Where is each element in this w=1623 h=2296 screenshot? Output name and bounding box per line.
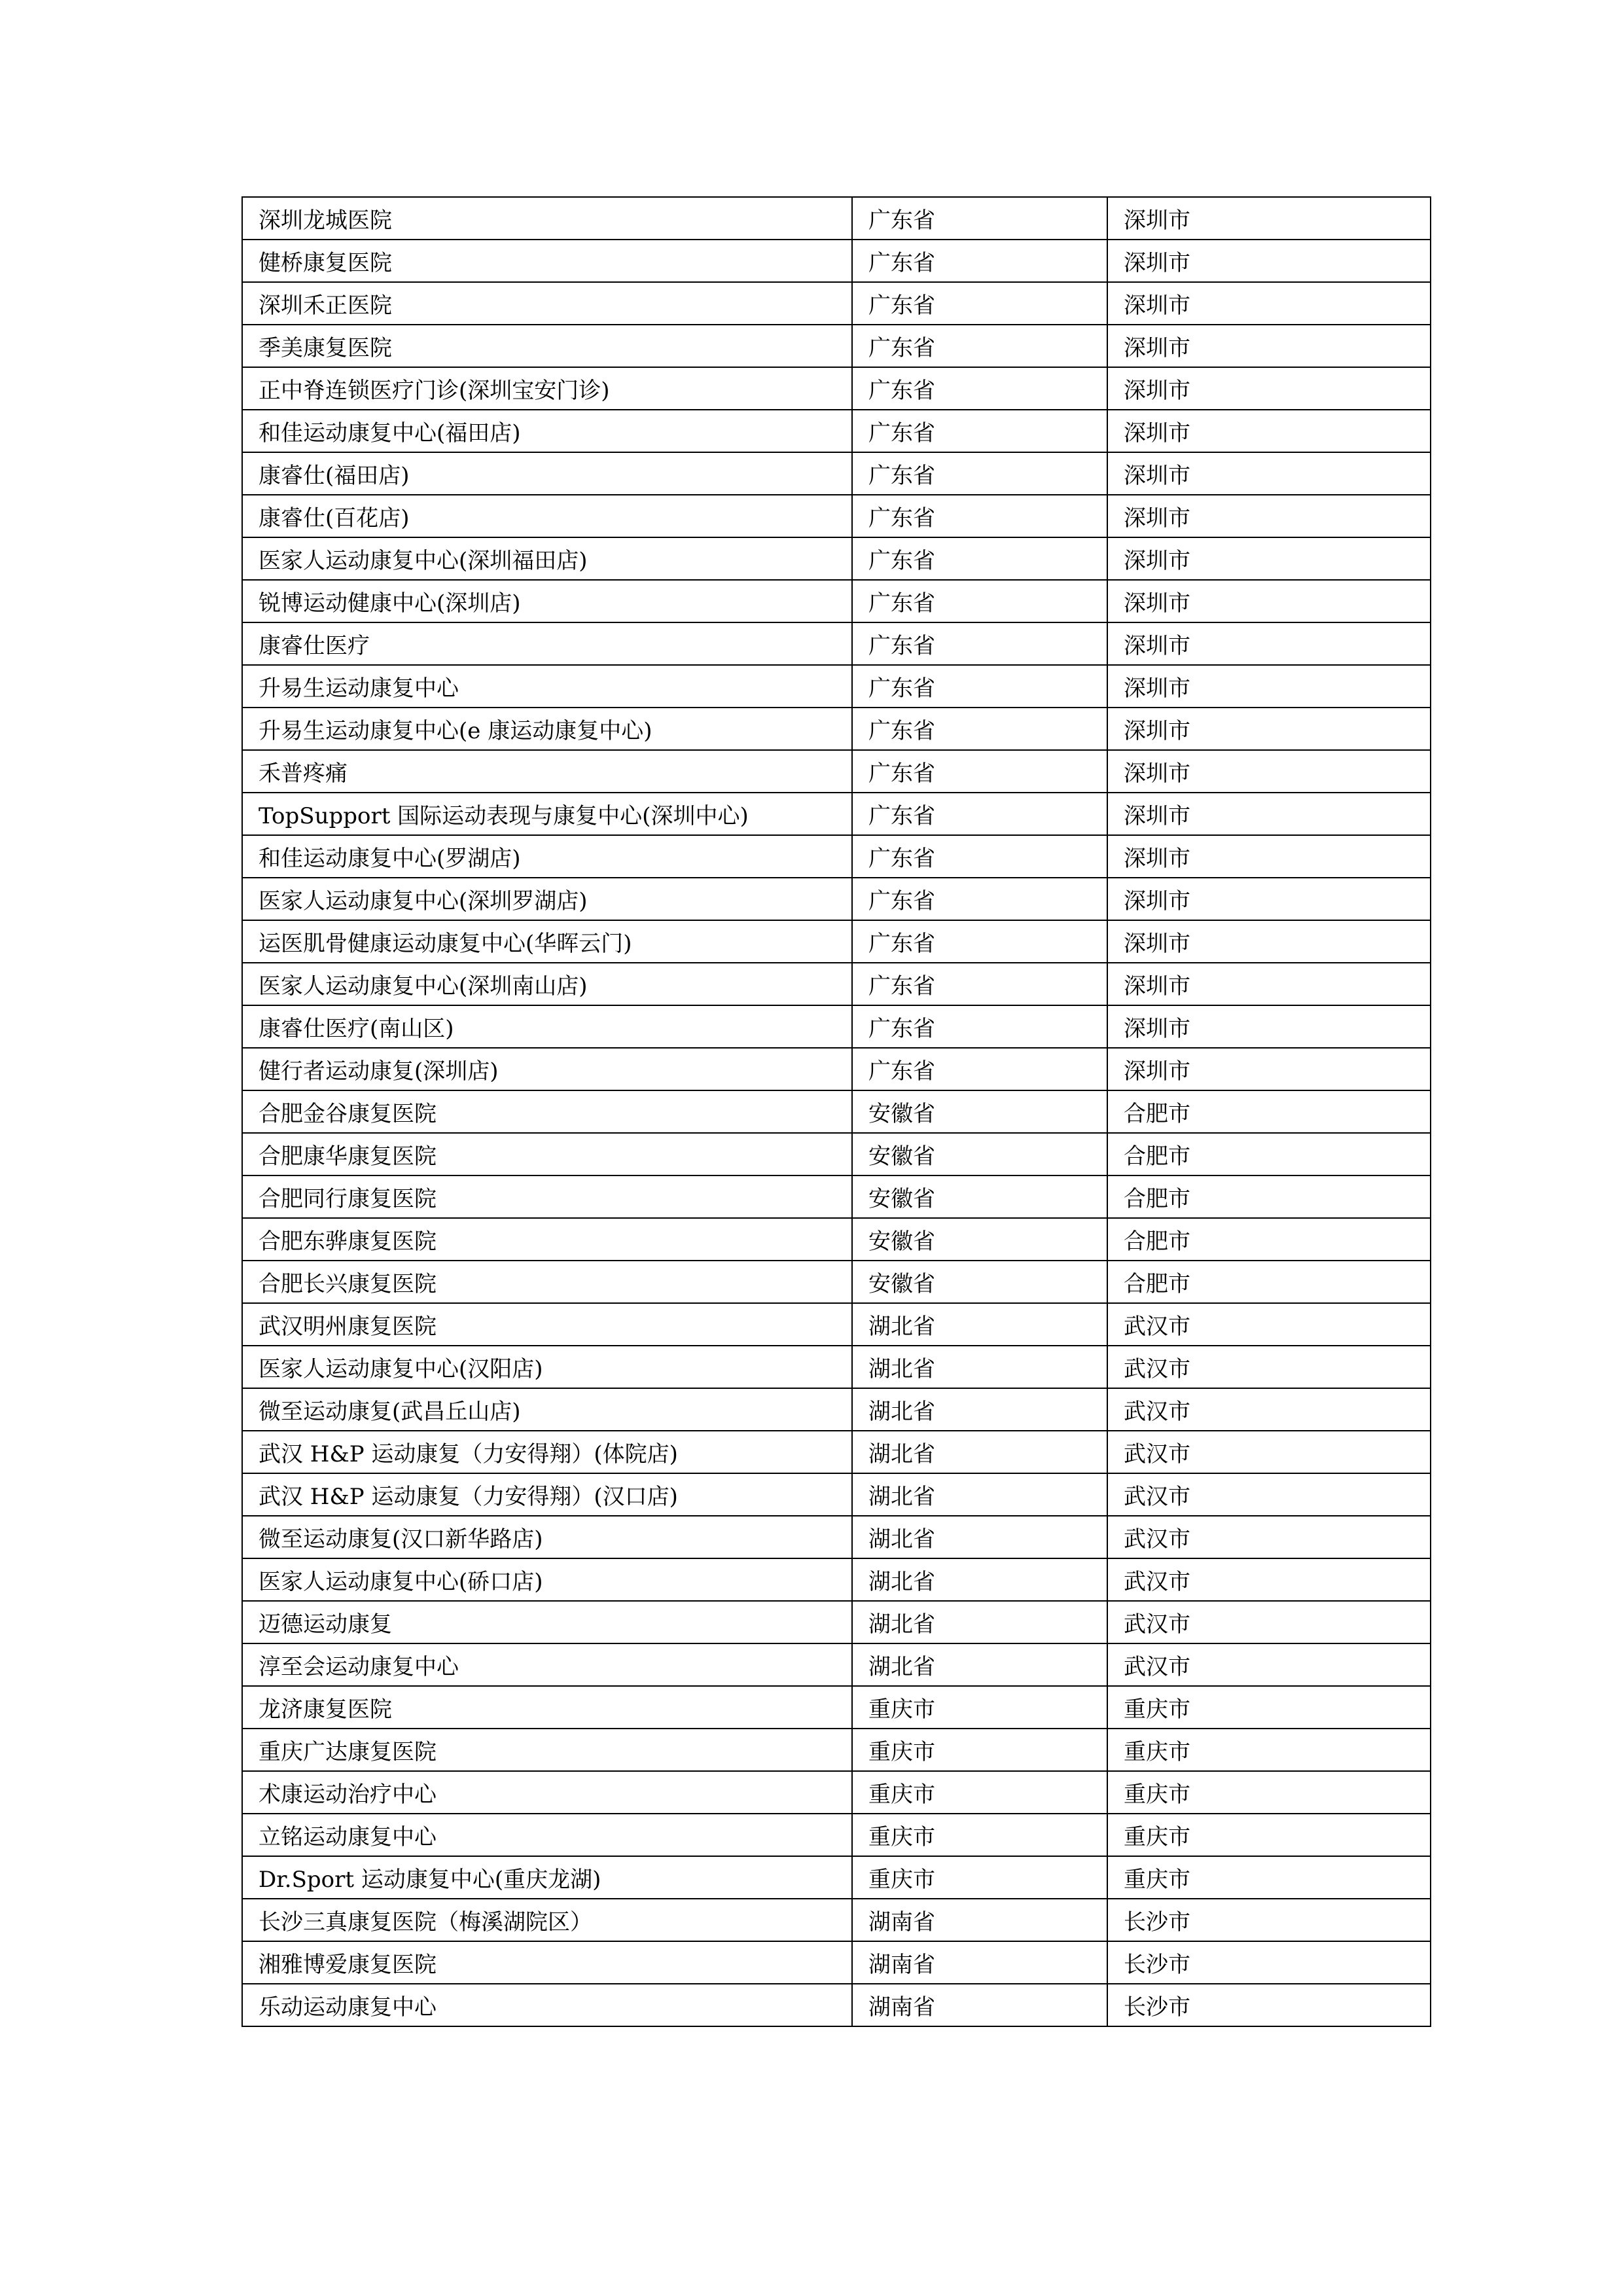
province-cell: 广东省 <box>852 793 1107 835</box>
city-cell: 深圳市 <box>1107 240 1431 282</box>
city-cell: 深圳市 <box>1107 410 1431 452</box>
province-cell: 湖南省 <box>852 1899 1107 1941</box>
institution-table <box>241 196 1431 2027</box>
table-row <box>242 878 1431 920</box>
province-cell: 安徽省 <box>852 1175 1107 1218</box>
province-cell: 湖北省 <box>852 1516 1107 1558</box>
table-row <box>242 1558 1431 1601</box>
institution-name-cell: 深圳禾正医院 <box>242 282 852 325</box>
table-row <box>242 750 1431 793</box>
institution-name-cell: 正中脊连锁医疗门诊(深圳宝安门诊) <box>242 367 852 410</box>
table-row <box>242 920 1431 963</box>
city-cell: 深圳市 <box>1107 537 1431 580</box>
city-cell: 长沙市 <box>1107 1899 1431 1941</box>
table-row <box>242 1473 1431 1516</box>
province-cell: 重庆市 <box>852 1814 1107 1856</box>
province-cell: 重庆市 <box>852 1771 1107 1814</box>
institution-name-cell: TopSupport 国际运动表现与康复中心(深圳中心) <box>242 793 852 835</box>
institution-name-cell: 和佳运动康复中心(罗湖店) <box>242 835 852 878</box>
city-cell: 武汉市 <box>1107 1388 1431 1431</box>
institution-name-cell: 术康运动治疗中心 <box>242 1771 852 1814</box>
city-cell: 深圳市 <box>1107 1005 1431 1048</box>
table-row <box>242 410 1431 452</box>
table-row <box>242 1601 1431 1643</box>
institution-name-cell: 长沙三真康复医院（梅溪湖院区） <box>242 1899 852 1941</box>
institution-name-cell: 武汉明州康复医院 <box>242 1303 852 1346</box>
city-cell: 深圳市 <box>1107 622 1431 665</box>
city-cell: 合肥市 <box>1107 1175 1431 1218</box>
table-row <box>242 622 1431 665</box>
institution-name-cell: 湘雅博爱康复医院 <box>242 1941 852 1984</box>
table-row <box>242 282 1431 325</box>
institution-name-cell: 武汉 H&P 运动康复（力安得翔）(体院店) <box>242 1431 852 1473</box>
province-cell: 湖北省 <box>852 1473 1107 1516</box>
institution-name-cell: 立铭运动康复中心 <box>242 1814 852 1856</box>
institution-name-cell: 健桥康复医院 <box>242 240 852 282</box>
province-cell: 广东省 <box>852 240 1107 282</box>
province-cell: 重庆市 <box>852 1686 1107 1729</box>
institution-name-cell: 锐博运动健康中心(深圳店) <box>242 580 852 622</box>
city-cell: 重庆市 <box>1107 1729 1431 1771</box>
city-cell: 深圳市 <box>1107 282 1431 325</box>
institution-name-cell: 健行者运动康复(深圳店) <box>242 1048 852 1090</box>
table-row <box>242 1899 1431 1941</box>
table-row <box>242 1686 1431 1729</box>
province-cell: 安徽省 <box>852 1261 1107 1303</box>
province-cell: 广东省 <box>852 963 1107 1005</box>
province-cell: 广东省 <box>852 1048 1107 1090</box>
institution-name-cell: 康睿仕医疗 <box>242 622 852 665</box>
province-cell: 湖北省 <box>852 1558 1107 1601</box>
province-cell: 安徽省 <box>852 1218 1107 1261</box>
table-row <box>242 793 1431 835</box>
institution-name-cell: 禾普疼痛 <box>242 750 852 793</box>
province-cell: 重庆市 <box>852 1729 1107 1771</box>
province-cell: 广东省 <box>852 325 1107 367</box>
city-cell: 深圳市 <box>1107 878 1431 920</box>
province-cell: 广东省 <box>852 537 1107 580</box>
table-row <box>242 1516 1431 1558</box>
table-row <box>242 240 1431 282</box>
institution-name-cell: 迈德运动康复 <box>242 1601 852 1643</box>
institution-name-cell: 合肥金谷康复医院 <box>242 1090 852 1133</box>
province-cell: 安徽省 <box>852 1133 1107 1175</box>
city-cell: 合肥市 <box>1107 1261 1431 1303</box>
province-cell: 湖北省 <box>852 1346 1107 1388</box>
table-row <box>242 1175 1431 1218</box>
city-cell: 合肥市 <box>1107 1090 1431 1133</box>
city-cell: 深圳市 <box>1107 580 1431 622</box>
table-row <box>242 1261 1431 1303</box>
table-row <box>242 197 1431 240</box>
province-cell: 湖南省 <box>852 1941 1107 1984</box>
institution-name-cell: 和佳运动康复中心(福田店) <box>242 410 852 452</box>
table-row <box>242 1856 1431 1899</box>
table-row <box>242 1303 1431 1346</box>
institution-name-cell: 微至运动康复(汉口新华路店) <box>242 1516 852 1558</box>
institution-name-cell: 合肥康华康复医院 <box>242 1133 852 1175</box>
province-cell: 广东省 <box>852 1005 1107 1048</box>
institution-name-cell: 康睿仕(百花店) <box>242 495 852 537</box>
province-cell: 广东省 <box>852 580 1107 622</box>
city-cell: 重庆市 <box>1107 1771 1431 1814</box>
table-row <box>242 1729 1431 1771</box>
province-cell: 湖北省 <box>852 1388 1107 1431</box>
institution-name-cell: 医家人运动康复中心(硚口店) <box>242 1558 852 1601</box>
city-cell: 深圳市 <box>1107 495 1431 537</box>
table-row <box>242 1643 1431 1686</box>
table-row <box>242 537 1431 580</box>
city-cell: 重庆市 <box>1107 1814 1431 1856</box>
table-row <box>242 495 1431 537</box>
institution-name-cell: 乐动运动康复中心 <box>242 1984 852 2026</box>
table-row <box>242 1771 1431 1814</box>
institution-name-cell: 微至运动康复(武昌丘山店) <box>242 1388 852 1431</box>
province-cell: 湖南省 <box>852 1984 1107 2026</box>
province-cell: 广东省 <box>852 835 1107 878</box>
institution-name-cell: 康睿仕(福田店) <box>242 452 852 495</box>
table-row <box>242 1133 1431 1175</box>
table-row <box>242 325 1431 367</box>
table-row <box>242 367 1431 410</box>
institution-name-cell: 龙济康复医院 <box>242 1686 852 1729</box>
institution-name-cell: 医家人运动康复中心(深圳南山店) <box>242 963 852 1005</box>
city-cell: 深圳市 <box>1107 963 1431 1005</box>
province-cell: 安徽省 <box>852 1090 1107 1133</box>
institution-name-cell: 淳至会运动康复中心 <box>242 1643 852 1686</box>
city-cell: 深圳市 <box>1107 835 1431 878</box>
table-row <box>242 1346 1431 1388</box>
city-cell: 深圳市 <box>1107 325 1431 367</box>
table-row <box>242 708 1431 750</box>
city-cell: 长沙市 <box>1107 1984 1431 2026</box>
province-cell: 广东省 <box>852 920 1107 963</box>
city-cell: 重庆市 <box>1107 1686 1431 1729</box>
city-cell: 重庆市 <box>1107 1856 1431 1899</box>
city-cell: 深圳市 <box>1107 793 1431 835</box>
institution-name-cell: 康睿仕医疗(南山区) <box>242 1005 852 1048</box>
province-cell: 广东省 <box>852 495 1107 537</box>
table-row <box>242 1431 1431 1473</box>
table-row <box>242 1814 1431 1856</box>
city-cell: 深圳市 <box>1107 750 1431 793</box>
table-row <box>242 1941 1431 1984</box>
city-cell: 武汉市 <box>1107 1643 1431 1686</box>
table-row <box>242 835 1431 878</box>
province-cell: 湖北省 <box>852 1643 1107 1686</box>
city-cell: 武汉市 <box>1107 1346 1431 1388</box>
institution-name-cell: 运医肌骨健康运动康复中心(华晖云门) <box>242 920 852 963</box>
institution-name-cell: 升易生运动康复中心(e 康运动康复中心) <box>242 708 852 750</box>
city-cell: 武汉市 <box>1107 1558 1431 1601</box>
city-cell: 深圳市 <box>1107 665 1431 708</box>
institution-name-cell: 升易生运动康复中心 <box>242 665 852 708</box>
province-cell: 广东省 <box>852 197 1107 240</box>
province-cell: 广东省 <box>852 750 1107 793</box>
table-row <box>242 665 1431 708</box>
institution-name-cell: 季美康复医院 <box>242 325 852 367</box>
city-cell: 武汉市 <box>1107 1303 1431 1346</box>
institution-name-cell: Dr.Sport 运动康复中心(重庆龙湖) <box>242 1856 852 1899</box>
province-cell: 广东省 <box>852 367 1107 410</box>
institution-name-cell: 医家人运动康复中心(汉阳店) <box>242 1346 852 1388</box>
table-row <box>242 1090 1431 1133</box>
table-row <box>242 1048 1431 1090</box>
table-row <box>242 1005 1431 1048</box>
city-cell: 长沙市 <box>1107 1941 1431 1984</box>
province-cell: 广东省 <box>852 708 1107 750</box>
city-cell: 武汉市 <box>1107 1431 1431 1473</box>
table-row <box>242 963 1431 1005</box>
province-cell: 广东省 <box>852 878 1107 920</box>
table-row <box>242 580 1431 622</box>
institution-name-cell: 医家人运动康复中心(深圳福田店) <box>242 537 852 580</box>
province-cell: 湖北省 <box>852 1601 1107 1643</box>
city-cell: 合肥市 <box>1107 1218 1431 1261</box>
city-cell: 合肥市 <box>1107 1133 1431 1175</box>
table-row <box>242 1218 1431 1261</box>
city-cell: 深圳市 <box>1107 708 1431 750</box>
city-cell: 深圳市 <box>1107 367 1431 410</box>
province-cell: 湖北省 <box>852 1431 1107 1473</box>
province-cell: 湖北省 <box>852 1303 1107 1346</box>
province-cell: 重庆市 <box>852 1856 1107 1899</box>
table-row <box>242 1984 1431 2026</box>
institution-name-cell: 合肥东骅康复医院 <box>242 1218 852 1261</box>
institution-name-cell: 武汉 H&P 运动康复（力安得翔）(汉口店) <box>242 1473 852 1516</box>
province-cell: 广东省 <box>852 622 1107 665</box>
city-cell: 武汉市 <box>1107 1516 1431 1558</box>
province-cell: 广东省 <box>852 665 1107 708</box>
table-body <box>242 197 1431 2026</box>
city-cell: 深圳市 <box>1107 920 1431 963</box>
province-cell: 广东省 <box>852 410 1107 452</box>
institution-name-cell: 深圳龙城医院 <box>242 197 852 240</box>
institution-name-cell: 合肥长兴康复医院 <box>242 1261 852 1303</box>
table-row <box>242 452 1431 495</box>
province-cell: 广东省 <box>852 282 1107 325</box>
institution-name-cell: 重庆广达康复医院 <box>242 1729 852 1771</box>
table-row <box>242 1388 1431 1431</box>
city-cell: 深圳市 <box>1107 452 1431 495</box>
city-cell: 深圳市 <box>1107 1048 1431 1090</box>
institution-name-cell: 医家人运动康复中心(深圳罗湖店) <box>242 878 852 920</box>
city-cell: 武汉市 <box>1107 1601 1431 1643</box>
city-cell: 武汉市 <box>1107 1473 1431 1516</box>
city-cell: 深圳市 <box>1107 197 1431 240</box>
institution-name-cell: 合肥同行康复医院 <box>242 1175 852 1218</box>
province-cell: 广东省 <box>852 452 1107 495</box>
